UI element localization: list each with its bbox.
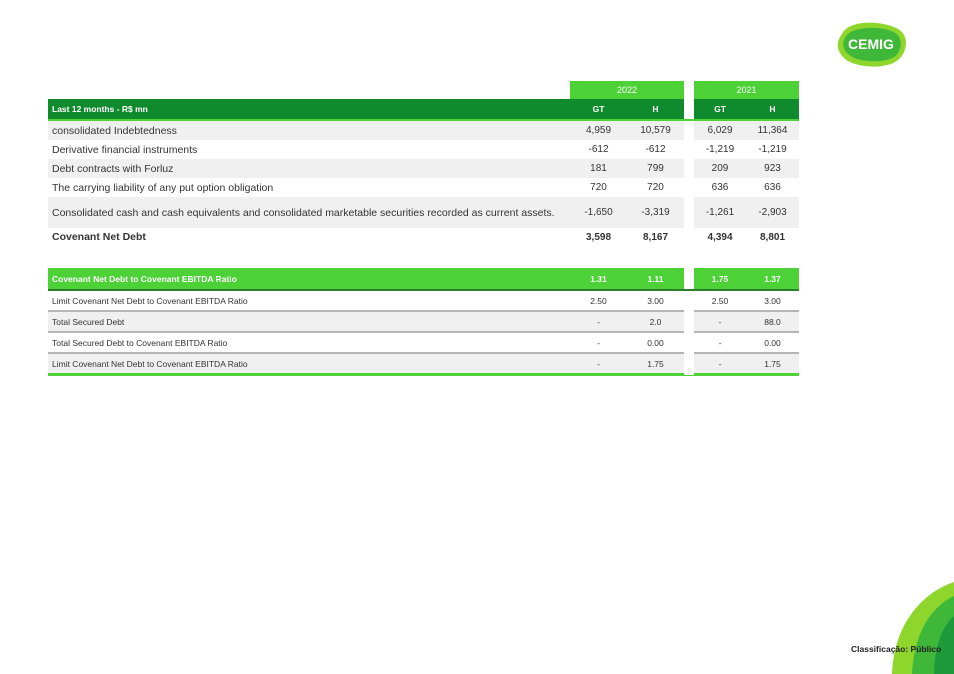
- header-gt-2021: GT: [714, 104, 726, 114]
- table-row: [48, 140, 799, 159]
- year-2022: 2022: [570, 81, 684, 99]
- sub-value: 1.75: [647, 358, 664, 369]
- row-value: 10,579: [640, 125, 671, 136]
- header-label: Last 12 months - R$ mn: [52, 104, 148, 114]
- row-value: 720: [647, 182, 664, 193]
- row-value: -612: [645, 144, 666, 155]
- sub-value: 2.50: [711, 295, 729, 306]
- row-value: -1,261: [705, 207, 735, 218]
- row-label: Covenant Net Debt: [52, 231, 146, 243]
- header-gt-2022: GT: [592, 104, 605, 114]
- table-row: [48, 121, 799, 140]
- header-h-2021: H: [769, 104, 776, 114]
- sub-value: 3.00: [647, 295, 664, 306]
- row-value: 8,801: [759, 231, 786, 243]
- sub-value: -: [718, 316, 722, 327]
- sub-label: Total Secured Debt: [52, 316, 125, 327]
- row-value: -2,903: [758, 207, 787, 218]
- row-value: -612: [588, 144, 609, 155]
- row-value: -1,219: [705, 144, 735, 155]
- logo-text: CEMIG: [848, 36, 894, 52]
- sub-row: [48, 291, 799, 312]
- row-value: 636: [764, 182, 781, 193]
- cemig-logo: [836, 22, 908, 68]
- sub-value: -: [597, 316, 600, 327]
- row-label: Consolidated cash and cash equivalents and consolidated marketable securities recorded as current assets.: [52, 206, 555, 219]
- row-value: 209: [711, 163, 729, 174]
- sub-value: 3.00: [764, 295, 781, 306]
- corner-decoration: [874, 582, 954, 674]
- row-value: 8,167: [642, 231, 669, 243]
- row-value: 181: [590, 163, 607, 174]
- sub-row: [48, 312, 799, 333]
- sub-value: -: [718, 358, 722, 369]
- row-label: The carrying liability of any put option obligation: [52, 181, 274, 194]
- ratio-row: [48, 268, 799, 291]
- table-row: [48, 159, 799, 178]
- row-value: 11,364: [757, 125, 788, 136]
- table-row: [48, 197, 799, 228]
- sub-label: Limit Covenant Net Debt to Covenant EBITDA Ratio: [52, 358, 248, 369]
- row-value: 799: [647, 163, 664, 174]
- ratio-value: 1.11: [647, 273, 664, 284]
- sub-value: 0.00: [764, 337, 781, 348]
- table-row: [48, 178, 799, 197]
- covenant-table: [48, 81, 799, 376]
- classification-label: Classificação: Público: [851, 644, 942, 654]
- row-label: Derivative financial instruments: [52, 143, 198, 156]
- sub-value: -: [718, 337, 722, 348]
- sub-value: 1.75: [764, 358, 781, 369]
- sub-value: 2.50: [590, 295, 607, 306]
- row-label: Debt contracts with Forluz: [52, 162, 174, 175]
- row-value: 3,598: [585, 231, 612, 243]
- sub-value: 2.0: [649, 316, 662, 327]
- row-value: 636: [711, 182, 729, 193]
- year-header-row: [48, 81, 799, 99]
- sub-value: -: [597, 337, 600, 348]
- sub-label: Total Secured Debt to Covenant EBITDA Ratio: [52, 337, 228, 348]
- header-h-2022: H: [652, 104, 659, 114]
- row-value: -1,219: [758, 144, 787, 155]
- row-value: 4,959: [585, 125, 612, 136]
- ratio-value: 1.75: [711, 273, 729, 284]
- row-value: -1,650: [584, 207, 613, 218]
- ratio-value: 1.31: [590, 273, 607, 284]
- sub-value: 0.00: [647, 337, 664, 348]
- ratio-value: 1.37: [764, 273, 781, 284]
- sub-row: [48, 354, 799, 376]
- sub-value: -: [597, 358, 600, 369]
- row-label: consolidated Indebtedness: [52, 124, 177, 137]
- sub-label: Limit Covenant Net Debt to Covenant EBITDA Ratio: [52, 295, 248, 306]
- row-value: 923: [764, 163, 781, 174]
- row-value: -3,319: [641, 207, 670, 218]
- row-value: 6,029: [707, 125, 733, 136]
- column-header-row: [48, 99, 799, 121]
- year-2021: 2021: [694, 81, 799, 99]
- sub-row: [48, 333, 799, 354]
- sub-value: 88.0: [764, 316, 781, 327]
- ratio-label: Covenant Net Debt to Covenant EBITDA Ratio: [52, 273, 237, 284]
- row-value: 720: [590, 182, 607, 193]
- total-row: [48, 228, 799, 246]
- row-value: 4,394: [707, 231, 733, 243]
